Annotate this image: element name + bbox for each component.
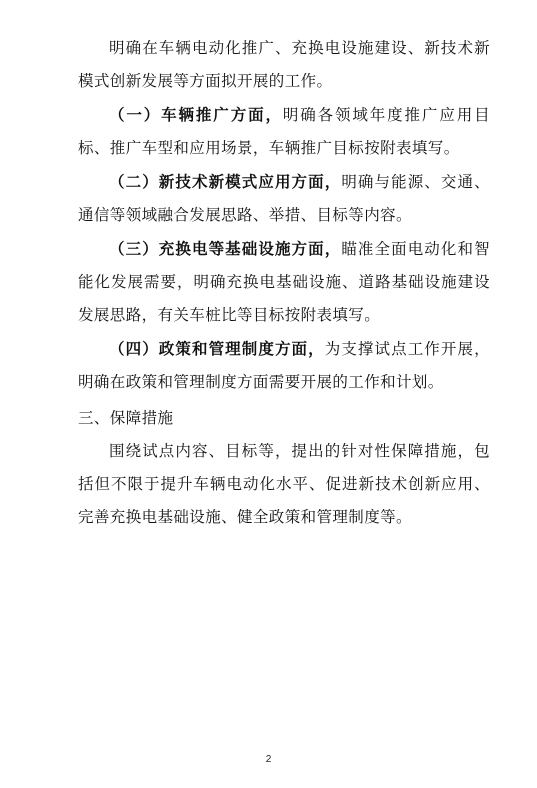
page-number: 2 [265,754,272,765]
paragraph-lead: （四）政策和管理制度方面， [109,339,325,358]
new-technology-paragraph [78,165,490,232]
infrastructure-paragraph [78,232,490,332]
section-heading: 三、保障措施 [78,409,174,427]
paragraph-text: 明确与能源、交通、通信等领域融合发展思路、举措、目标等内容。 [78,173,490,224]
paragraph-lead: （二）新技术新模式应用方面， [109,172,342,191]
paragraph-text: 明确在车辆电动化推广、充换电设施建设、新技术新模式创新发展等方面拟开展的工作。 [78,39,490,90]
paragraph-text: 为支撑试点工作开展，明确在政策和管理制度方面需要开展的工作和计划。 [78,340,490,391]
paragraph-text: 明确各领域年度推广应用目标、推广车型和应用场景，车辆推广目标按附表填写。 [78,106,490,157]
paragraph-lead: （三）充换电等基础设施方面， [109,239,342,258]
document-body [78,31,490,534]
vehicle-promotion-paragraph [78,98,490,165]
policy-paragraph [78,332,490,399]
intro-paragraph [78,31,490,98]
paragraph-text: 瞄准全面电动化和智能化发展需要，明确充换电基础设施、道路基础设施建设发展思路，有关车桩比等目标按附表填写。 [78,240,490,324]
safeguard-paragraph: 围绕试点内容、目标等，提出的针对性保障措施，包括但不限于提升车辆电动化水平、促进新技术创新应用、完善充换电基础设施、健全政策和管理制度等。 [78,442,490,526]
paragraph-lead: （一）车辆推广方面， [109,105,283,124]
